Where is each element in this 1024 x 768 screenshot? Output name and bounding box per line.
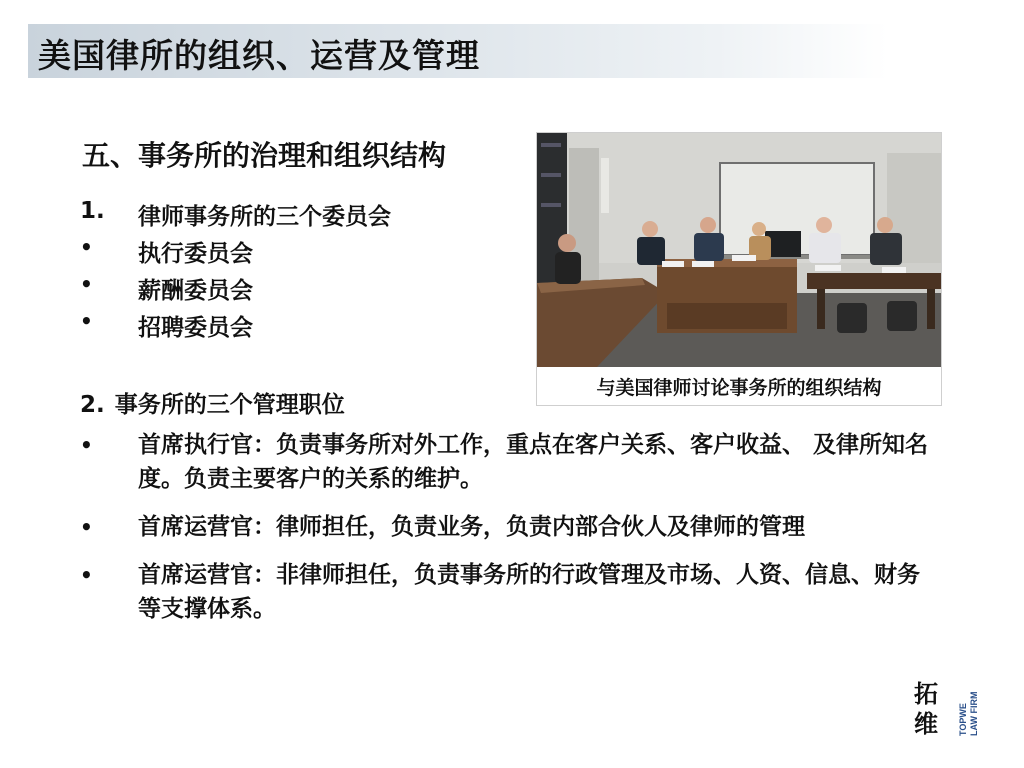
list-label: 事务所的三个管理职位 xyxy=(114,392,345,418)
list-item xyxy=(80,233,520,270)
logo-text xyxy=(958,680,988,738)
positions-list xyxy=(80,428,950,640)
positions-heading xyxy=(80,386,345,419)
logo-mark-icon xyxy=(912,676,954,738)
meeting-photo xyxy=(536,132,942,406)
bullet-icon: • xyxy=(80,272,93,296)
list-item-header xyxy=(80,196,520,233)
photo-caption: 与美国律师讨论事务所的组织结构 xyxy=(596,377,882,399)
svg-text:维: 维 xyxy=(914,710,938,738)
bullet-icon: • xyxy=(80,515,93,539)
list-item xyxy=(80,270,520,307)
list-item xyxy=(80,558,950,626)
committee-list xyxy=(80,196,520,344)
list-item xyxy=(80,428,950,496)
bullet-icon: • xyxy=(80,433,93,457)
list-number: 1. xyxy=(80,198,105,224)
committee-item: 招聘委员会 xyxy=(138,315,253,341)
meeting-photo-image xyxy=(537,133,941,367)
section-heading: 五、事务所的治理和组织结构 xyxy=(82,139,447,172)
logo-line1: TOPWE xyxy=(958,703,968,736)
bullet-icon: • xyxy=(80,309,93,333)
position-description: 首席运营官：律师担任，负责业务，负责内部合伙人及律师的管理 xyxy=(138,514,805,540)
bullet-icon: • xyxy=(80,563,93,587)
list-number: 2. xyxy=(80,392,105,418)
topwe-logo xyxy=(912,676,992,742)
slide-title: 美国律所的组织、运营及管理 xyxy=(38,36,480,75)
list-item xyxy=(80,510,950,544)
list-label: 律师事务所的三个委员会 xyxy=(138,204,391,230)
svg-text:拓: 拓 xyxy=(914,680,938,708)
bullet-icon: • xyxy=(80,235,93,259)
committee-item: 薪酬委员会 xyxy=(138,278,253,304)
logo-line2: LAW FIRM xyxy=(969,691,979,736)
position-description: 首席执行官：负责事务所对外工作，重点在客户关系、客户收益、 及律所知名度。负责主要客户的关系的维护。 xyxy=(138,432,929,492)
committee-item: 执行委员会 xyxy=(138,241,253,267)
list-item xyxy=(80,307,520,344)
position-description: 首席运营官：非律师担任，负责事务所的行政管理及市场、人资、信息、财务等支撑体系。 xyxy=(138,562,920,622)
